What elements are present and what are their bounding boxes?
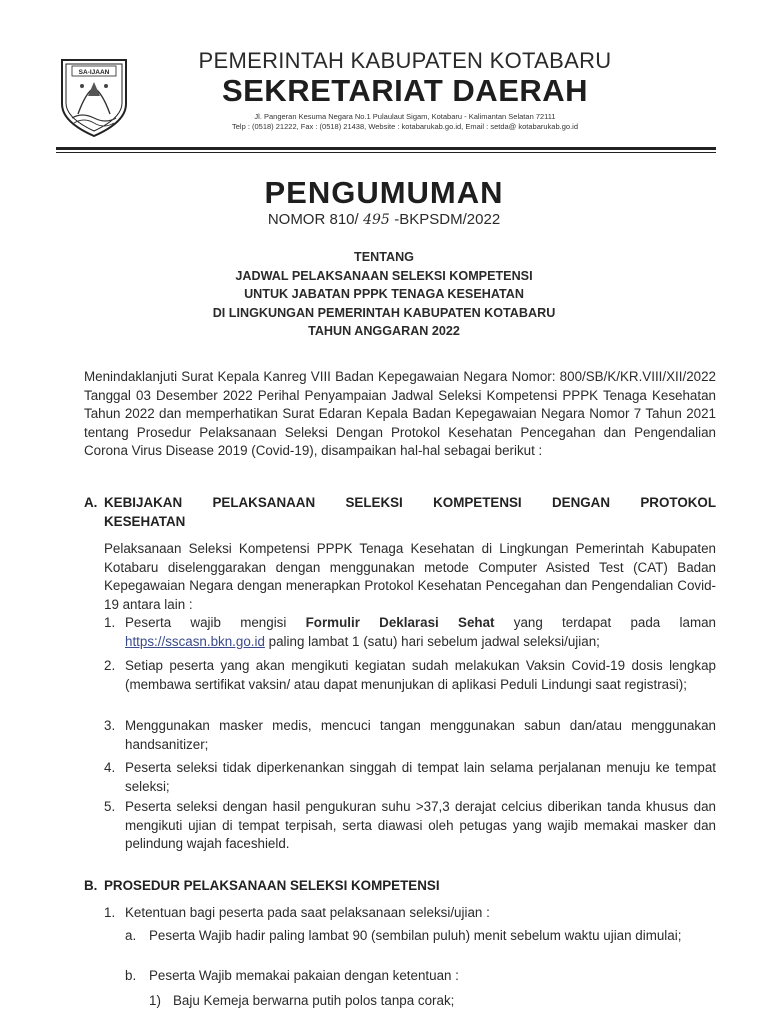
- section-a-intro-text: Pelaksanaan Seleksi Kompetensi PPPK Tenaga Kesehatan di Lingkungan Pemerintah Kabupaten Kotabaru diselenggarakan dengan menggunakan metode Computer Asisted Test (CAT) Badan Kepegawaian Negara dengan menerapkan Protokol Kesehatan Pencegahan dan Pengendalian Covid-19 antara lain :: [104, 541, 716, 612]
- subject-line: UNTUK JABATAN PPPK TENAGA KESEHATAN: [244, 287, 524, 302]
- list-number: 1.: [104, 905, 116, 920]
- letterhead: [150, 48, 660, 132]
- subject-line: JADWAL PELAKSANAAN SELEKSI KOMPETENSI: [235, 268, 533, 283]
- list-number: 2.: [104, 658, 116, 673]
- subject-block: [0, 248, 768, 341]
- subject-line: TENTANG: [354, 250, 414, 264]
- list-number: 4.: [104, 760, 116, 775]
- sub-list-letter: a.: [125, 928, 137, 943]
- intro-text: Menindaklanjuti Surat Kepala Kanreg VIII Badan Kepegawaian Negara Nomor: 800/SB/K/KR.VIII/XII/2022 Tanggal 03 Desember 2022 Perihal Penyampaian Jadwal Seleksi Kompetensi PPPK Tenaga Kesehatan Tahun 2022 dan memperhatikan Surat Edaran Kepala Badan Kepegawaian Negara Nomor 7 Tahun 2021 tentang Prosedur Pelaksanaan Seleksi Dengan Protokol Kesehatan Pencegahan dan Pengendalian Corona Virus Disease 2019 (Covid-19), disampaikan hal-hal sebagai berikut :: [84, 369, 716, 459]
- section-a-letter: A.: [84, 495, 98, 510]
- section-b-title: PROSEDUR PELAKSANAAN SELEKSI KOMPETENSI: [104, 878, 440, 893]
- list-text: Ketentuan bagi peserta pada saat pelaksanaan seleksi/ujian :: [125, 905, 490, 920]
- list-text: Peserta seleksi dengan hasil pengukuran suhu >37,3 derajat celcius diberikan tanda khusus dan mengikuti ujian di tempat terpisah, serta diawasi oleh petugas yang wajib memakai masker dan pelindung wajah faceshield.: [125, 799, 716, 852]
- list-number: 1.: [104, 615, 116, 630]
- office-contact: Telp : (0518) 21222, Fax : (0518) 21438, Website : kotabarukab.go.id, Email : setda@ kotabarukab.go.id: [231, 122, 578, 131]
- section-a-title: [104, 494, 716, 531]
- subject-line: DI LINGKUNGAN PEMERINTAH KABUPATEN KOTABARU: [212, 305, 556, 320]
- document-title: PENGUMUMAN: [264, 175, 504, 210]
- list-text: Menggunakan masker medis, mencuci tangan menggunakan sabun dan/atau menggunakan handsanitizer;: [125, 718, 716, 752]
- list-text: Setiap peserta yang akan mengikuti kegiatan sudah melakukan Vaksin Covid-19 dosis lengkap (membawa sertifikat vaksin/ atau dapat menunjukan di aplikasi Peduli Lindungi saat registrasi);: [125, 658, 716, 692]
- title-block: [0, 176, 768, 230]
- section-a-title-line2: KESEHATAN: [104, 513, 186, 529]
- section-a-title-line1: KEBIJAKAN PELAKSANAAN SELEKSI KOMPETENSI DENGAN PROTOKOL: [104, 495, 716, 510]
- number-prefix: NOMOR 810/: [267, 211, 359, 228]
- section-a-intro: [104, 540, 716, 614]
- emblem-motto: SA-IJAAN: [78, 69, 110, 76]
- sub-list-text: Peserta Wajib hadir paling lambat 90 (sembilan puluh) menit sebelum waktu ujian dimulai;: [149, 928, 682, 943]
- letterhead-rule-thin: [56, 152, 716, 153]
- list-number: 3.: [104, 718, 116, 733]
- sub-list-text: Peserta Wajib memakai pakaian dengan ketentuan :: [149, 968, 459, 983]
- number-handwritten: 495: [358, 212, 395, 228]
- form-name: Formulir Deklarasi Sehat: [305, 615, 495, 630]
- list-text: Peserta seleksi tidak diperkenankan singgah di tempat lain selama perjalanan menuju ke tempat seleksi;: [125, 760, 716, 794]
- letterhead-rule-thick: [56, 147, 716, 150]
- item-text-middle: yang terdapat pada laman: [494, 615, 716, 630]
- list-number: 5.: [104, 799, 116, 814]
- subject-line: TAHUN ANGGARAN 2022: [308, 324, 460, 339]
- sub-list-letter: b.: [125, 968, 137, 983]
- office-address: Jl. Pangeran Kesuma Negara No.1 Pulaulaut Sigam, Kotabaru - Kalimantan Selatan 72111: [254, 112, 556, 121]
- list-text: [125, 614, 716, 651]
- intro-paragraph: [84, 368, 716, 461]
- sub-sub-list-number: 1): [149, 993, 161, 1008]
- office-name: SEKRETARIAT DAERAH: [221, 73, 589, 108]
- document-number: [0, 210, 768, 230]
- number-suffix: -BKPSDM/2022: [394, 211, 501, 228]
- item-text-end: paling lambat 1 (satu) hari sebelum jadwal seleksi/ujian;: [264, 633, 600, 649]
- government-name: PEMERINTAH KABUPATEN KOTABARU: [198, 48, 612, 73]
- item-text-start: Peserta wajib mengisi: [125, 615, 306, 630]
- sub-sub-list-text: Baju Kemeja berwarna putih polos tanpa corak;: [173, 993, 455, 1008]
- sscasn-link[interactable]: https://sscasn.bkn.go.id: [125, 633, 265, 649]
- section-b-letter: B.: [84, 878, 98, 893]
- regency-emblem: [58, 52, 130, 138]
